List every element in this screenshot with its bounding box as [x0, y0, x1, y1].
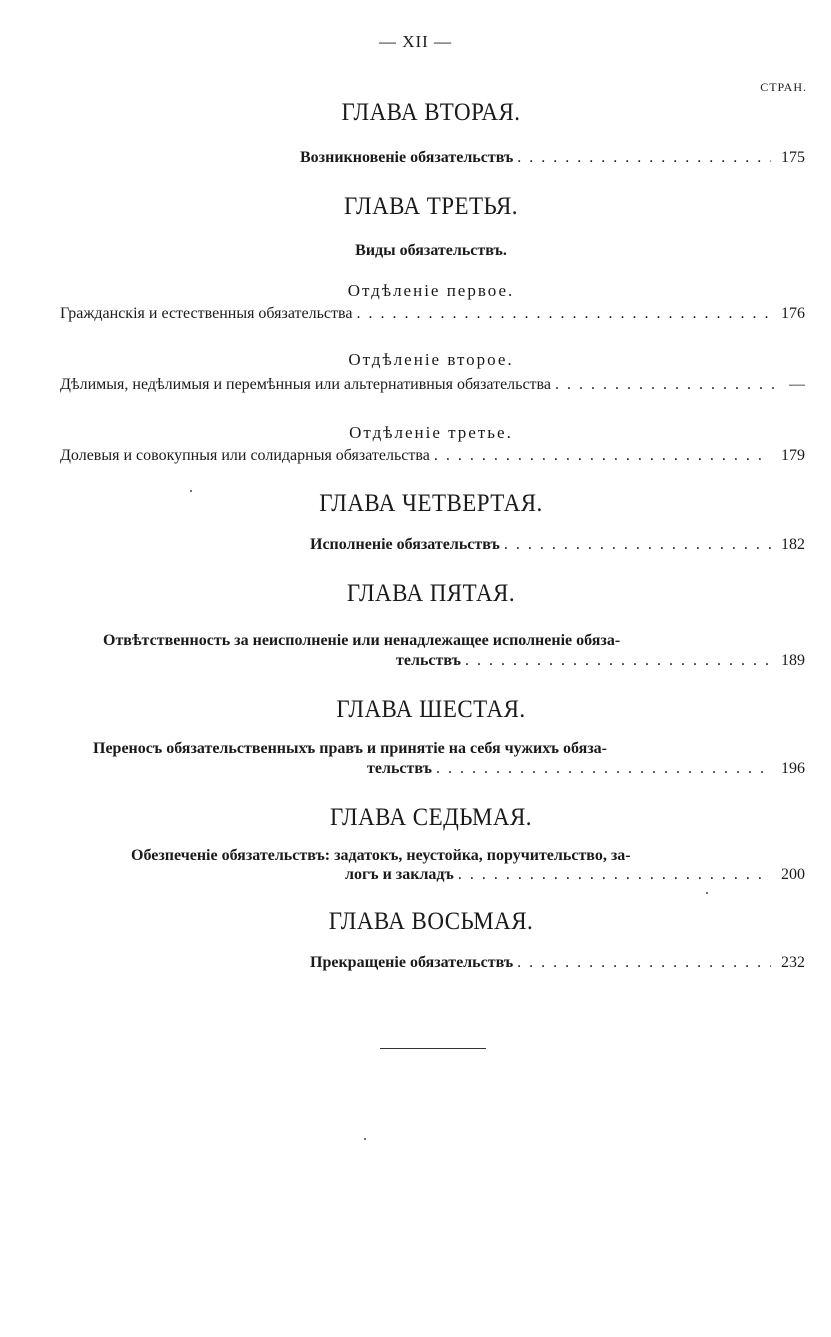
- leader-dots: [500, 536, 771, 554]
- toc-entry-text: логъ и закладъ: [345, 866, 454, 883]
- toc-entry-text-line1: Переносъ обязательственныхъ правъ и принятіе на себя чужихъ обяза-: [93, 740, 607, 757]
- toc-entry[interactable]: [60, 447, 805, 465]
- chapter-4-title: ГЛАВА ЧЕТВЕРТАЯ.: [319, 490, 543, 517]
- toc-entry[interactable]: [310, 954, 805, 972]
- chapter-3-title: ГЛАВА ТРЕТЬЯ.: [343, 193, 519, 220]
- leader-dots: [513, 954, 771, 972]
- leader-dots: [352, 305, 771, 323]
- toc-entry[interactable]: [345, 866, 805, 884]
- toc-entry-text-line1: Отвѣтственность за неисполненіе или ненадлежащее исполненіе обяза-: [103, 632, 621, 649]
- chapter-6-title: ГЛАВА ШЕСТАЯ.: [336, 696, 526, 723]
- leader-dots: [454, 866, 771, 884]
- leader-dots: [432, 760, 771, 778]
- toc-entry-page: 189: [781, 652, 805, 669]
- chapter-3-subtitle: Виды обязательствъ.: [355, 242, 507, 259]
- toc-entry-text: Прекращеніе обязательствъ: [310, 954, 514, 971]
- toc-entry[interactable]: [60, 376, 805, 394]
- toc-entry-page: 182: [781, 536, 805, 553]
- toc-entry-text: тельствъ: [396, 652, 461, 669]
- toc-entry-text: Долевыя и совокупныя или солидарныя обязательства: [60, 447, 430, 464]
- toc-entry-page: 200: [781, 866, 805, 883]
- leader-dots: [461, 652, 771, 670]
- toc-entry-text: Дѣлимыя, недѣлимыя и перемѣнныя или альтернативныя обязательства: [60, 376, 551, 393]
- chapter-8-title: ГЛАВА ВОСЬМАЯ.: [328, 908, 534, 935]
- page-column-label: СТРАН.: [760, 80, 807, 94]
- section-2-title: Отдѣленіе второе.: [348, 350, 514, 369]
- toc-entry-page: 179: [781, 447, 805, 464]
- toc-entry-page: —: [789, 376, 805, 393]
- print-speck: [706, 892, 708, 894]
- toc-entry[interactable]: [60, 305, 805, 323]
- toc-entry-page: 176: [781, 305, 805, 322]
- leader-dots: [430, 447, 771, 465]
- end-rule: [380, 1048, 486, 1049]
- chapter-7-title: ГЛАВА СЕДЬМАЯ.: [330, 804, 532, 831]
- chapter-5-title: ГЛАВА ПЯТАЯ.: [346, 580, 516, 607]
- toc-entry-text: Гражданскія и естественныя обязательства: [60, 305, 353, 322]
- toc-entry[interactable]: [300, 149, 805, 167]
- toc-entry-text: Возникновеніе обязательствъ: [300, 149, 514, 166]
- toc-entry-page: 232: [781, 954, 805, 971]
- toc-entry[interactable]: [396, 652, 805, 670]
- toc-entry-text: Исполненіе обязательствъ: [310, 536, 500, 553]
- toc-entry-page: 196: [781, 760, 805, 777]
- toc-entry-text: тельствъ: [367, 760, 432, 777]
- toc-entry-page: 175: [781, 149, 805, 166]
- print-speck: [364, 1138, 366, 1140]
- section-3-title: Отдѣленіе третье.: [349, 423, 513, 442]
- chapter-2-title: ГЛАВА ВТОРАЯ.: [341, 99, 521, 126]
- leader-dots: [551, 376, 779, 394]
- toc-entry[interactable]: [310, 536, 805, 554]
- toc-entry-text-line1: Обезпеченіе обязательствъ: задатокъ, неустойка, поручительство, за-: [131, 847, 631, 864]
- section-1-title: Отдѣленіе первое.: [347, 281, 515, 300]
- page-number: — XII —: [378, 32, 453, 51]
- leader-dots: [513, 149, 771, 167]
- print-speck: [190, 490, 192, 492]
- toc-entry[interactable]: [367, 760, 805, 778]
